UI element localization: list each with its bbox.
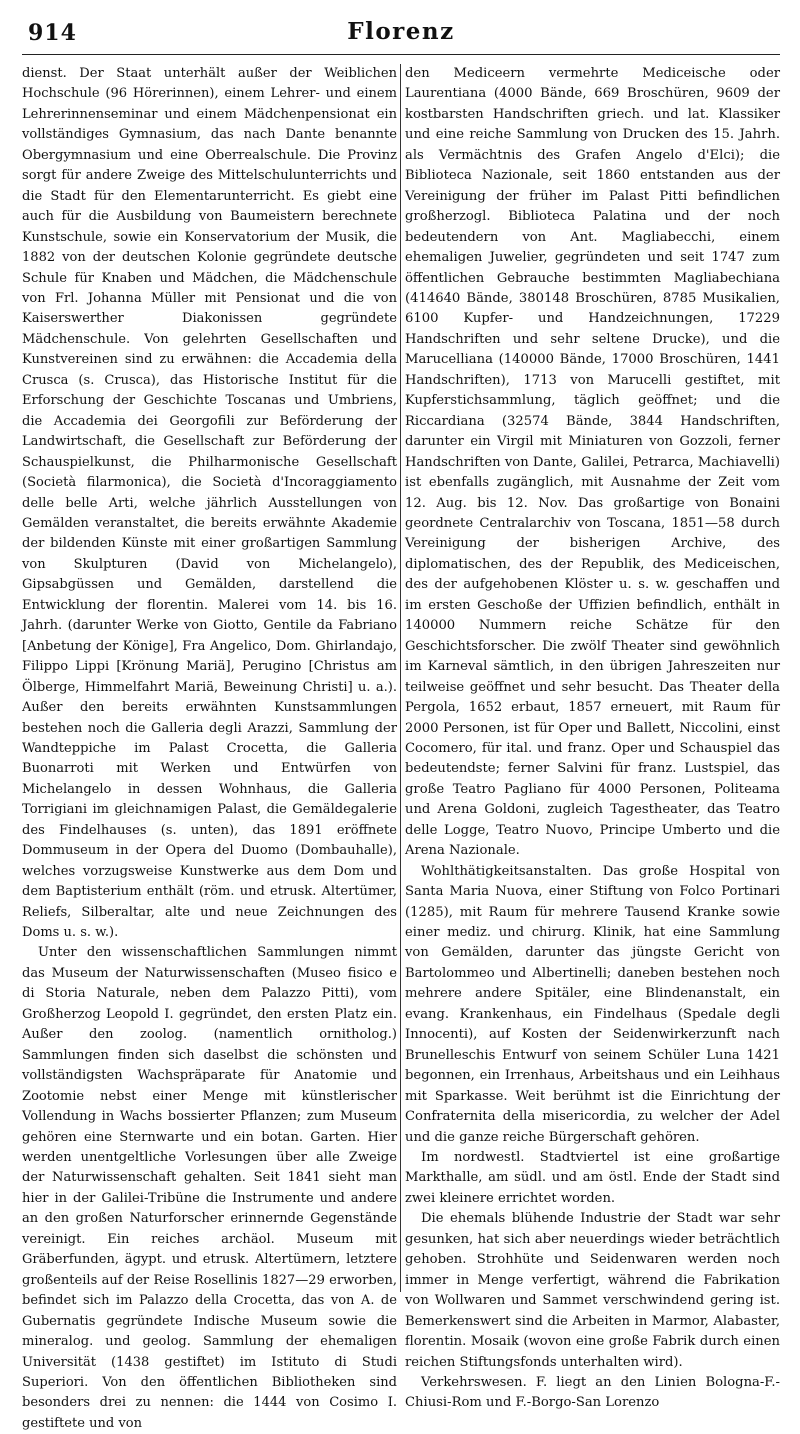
paragraph-continuation: dienst. Der Staat unterhält außer der Weiblichen Hochschule (96 Hörerinnen), einem Lehrer- und einem Lehrerinnenseminar und einem Mädchenpensionat ein vollständiges Gymnasium, das nach Dante benannte Obergymnasium und eine Oberrealschule. Die Provinz sorgt für andere Zweige des Mittelschulunterrichts und die Stadt für den Elementarunterricht. Es giebt eine auch für die Ausbildung von Baumeistern berechnete Kunstschule, sowie ein Konservatorium der Musik, die 1882 von der deutschen Kolonie gegründete deutsche Schule für Knaben und Mädchen, die Mädchenschule von Frl. Johanna Müller mit Pensionat und die von Kaiserswerther Diakonissen gegründete Mädchenschule. Von gelehrten Gesellschaften und Kunstvereinen sind zu erwähnen: die Accademia della Crusca (s. Crusca), das Historische Institut für die Erforschung der Geschichte Toscanas und Umbriens, die Accademia dei Georgofili zur Beförderung der Landwirtschaft, die Gesellschaft zur Beförderung der Schauspielkunst, die Philharmonische Gesellschaft (Società filarmonica), die Società d'Incoraggiamento delle belle Arti, welche jährlich Ausstellungen von Gemälden veranstaltet, die bereits erwähnte Akademie der bildenden Künste mit einer großartigen Sammlung von Skulpturen (David von Michelangelo), Gipsabgüssen und Gemälden, darstellend die Entwicklung der florentin. Malerei vom 14. bis 16. Jahrh. (darunter Werke von Giotto, Gentile da Fabriano [Anbetung der Könige], Fra Angelico, Dom. Ghirlandajo, Filippo Lippi [Krönung Mariä], Perugino [Christus am Ölberge, Himmelfahrt Mariä, Beweinung Christi] u. a.). Außer den bereits erwähnten Kunstsammlungen bestehen noch die Galleria degli Arazzi, Sammlung der Wandteppiche im Palast Crocetta, die Galleria Buonarroti mit Werken und Entwürfen von Michelangelo in dessen Wohnhaus, die Galleria Torrigiani im gleichnamigen Palast, die Gemäldegalerie des Findelhauses (s. unten), das 1891 eröffnete Dommuseum in der Opera del Duomo (Dombauhalle), welches vorzugsweise Kunstwerke aus dem Dom und dem Baptisterium enthält (röm. und etrusk. Altertümer, Reliefs, Silberaltar, alte und neue Zeichnungen des Doms u. s. w.). [22, 66, 397, 941]
paragraph-industry: Die ehemals blühende Industrie der Stadt war sehr gesunken, hat sich aber neuerdings wieder beträchtlich gehoben. Strohhüte und Seidenwaren werden noch immer in Menge verfertigt, während die Fabrikation von Wollwaren und Sammet verschwindend gering ist. Bemerkenswert sind die Arbeiten in Marmor, Alabaster, florentin. Mosaik (wovon eine große Fabrik durch einen reichen Stiftungsfonds unterhalten wird). [405, 1211, 780, 1370]
paragraph-charitable-institutions: Wohlthätigkeitsanstalten. Das große Hospital von Santa Maria Nuova, einer Stiftung von Folco Portinari (1285), mit Raum für mehrere Tausend Kranke sowie einer mediz. und chirurg. Klinik, hat eine Sammlung von Gemälden, darunter das jüngste Gericht von Bartolommeo und Albertinelli; daneben bestehen noch mehrere andere Spitäler, eine Blindenanstalt, ein evang. Krankenhaus, ein Findelhaus (Spedale degli Innocenti), auf Kosten der Seidenwirkerzunft nach Brunelleschis Entwurf von seinem Schüler Luna 1421 begonnen, ein Irrenhaus, Arbeitshaus und ein Leihhaus mit Sparkasse. Weit berühmt ist die Einrichtung der Confraternita della misericordia, zu welcher der Adel und die ganze reiche Bürgerschaft gehören. [405, 863, 780, 1145]
page-header [22, 14, 780, 55]
page-number: 914 [28, 20, 77, 46]
running-title: Florenz [347, 18, 455, 45]
column-divider [400, 64, 401, 1292]
paragraph-market-halls: Im nordwestl. Stadtviertel ist eine großartige Markthalle, am südl. und am östl. Ende der Stadt sind zwei kleinere errichtet worden. [405, 1150, 780, 1206]
paragraph-libraries-theaters: den Mediceern vermehrte Mediceische oder Laurentiana (4000 Bände, 669 Broschüren, 9609 der kostbarsten Handschriften griech. und lat. Klassiker und eine reiche Sammlung von Drucken des 15. Jahrh. als Vermächtnis des Grafen Angelo d'Elci); die Biblioteca Nazionale, seit 1860 entstanden aus der Vereinigung der früher im Palast Pitti befindlichen großherzogl. Biblioteca Palatina und der noch bedeutendern von Ant. Magliabecchi, einem ehemaligen Juwelier, gegründeten und seit 1747 zum öffentlichen Gebrauche bestimmten Magliabechiana (414640 Bände, 380148 Broschüren, 8785 Musikalien, 6100 Kupfer- und Handzeichnungen, 17229 Handschriften und sehr seltene Drucke), und die Marucelliana (140000 Bände, 17000 Broschüren, 1441 Handschriften), 1713 von Marucelli gestiftet, mit Kupferstichsammlung, täglich geöffnet; und die Riccardiana (32574 Bände, 3844 Handschriften, darunter ein Virgil mit Miniaturen von Gozzoli, ferner Handschriften von Dante, Galilei, Petrarca, Machiavelli) ist ebenfalls zugänglich, mit Ausnahme der Zeit vom 12. Aug. bis 12. Nov. Das großartige von Bonaini geordnete Centralarchiv von Toscana, 1851—58 durch Vereinigung der bisherigen Archive, des diplomatischen, des der Republik, des Mediceischen, des der aufgehobenen Klöster u. s. w. geschaffen und im ersten Geschoße der Uffizien befindlich, enthält in 140000 Nummern reiche Schätze für den Geschichtsforscher. Die zwölf Theater sind gewöhnlich im Karneval sämtlich, in den übrigen Jahreszeiten nur teilweise geöffnet und sehr besucht. Das Theater della Pergola, 1652 erbaut, 1857 erneuert, mit Raum für 2000 Personen, ist für Oper und Ballett, Niccolini, einst Cocomero, für ital. und franz. Oper und Schauspiel das bedeutendste; ferner Salvini für franz. Lustspiel, das große Teatro Pagliano für 4000 Personen, Politeama und Arena Goldoni, zugleich Tagestheater, das Teatro delle Logge, Teatro Nuovo, Principe Umberto und die Arena Nazionale. [405, 66, 780, 859]
document-page [22, 14, 780, 1431]
left-column [22, 64, 397, 1431]
text-columns [22, 64, 780, 1431]
right-column [405, 64, 780, 1411]
paragraph-transport: Verkehrswesen. F. liegt an den Linien Bologna-F.-Chiusi-Rom und F.-Borgo-San Lorenzo [405, 1375, 780, 1411]
paragraph-scientific-collections: Unter den wissenschaftlichen Sammlungen nimmt das Museum der Naturwissenschaften (Museo fisico e di Storia Naturale, neben dem Palazzo Pitti), vom Großherzog Leopold I. gegründet, den ersten Platz ein. Außer den zoolog. (namentlich ornitholog.) Sammlungen finden sich daselbst die schönsten und vollständigsten Wachspräparate für Anatomie und Zootomie nebst einer Menge mit künstlerischer Vollendung in Wachs bossierter Pflanzen; zum Museum gehören eine Sternwarte und ein botan. Garten. Hier werden unentgeltliche Vorlesungen über alle Zweige der Naturwissenschaft gehalten. Seit 1841 sieht man hier in der Galilei-Tribüne die Instrumente und andere an den großen Naturforscher erinnernde Gegenstände vereinigt. Ein reiches archäol. Museum mit Gräberfunden, ägypt. und etrusk. Altertümern, letztere großenteils auf der Reise Rosellinis 1827—29 erworben, befindet sich im Palazzo della Crocetta, das von A. de Gubernatis gegründete Indische Museum sowie die mineralog. und geolog. Sammlung der ehemaligen Universität (1438 gestiftet) im Istituto di Studi Superiori. Von den öffentlichen Bibliotheken sind besonders drei zu nennen: die 1444 von Cosimo I. gestiftete und von [22, 945, 397, 1431]
